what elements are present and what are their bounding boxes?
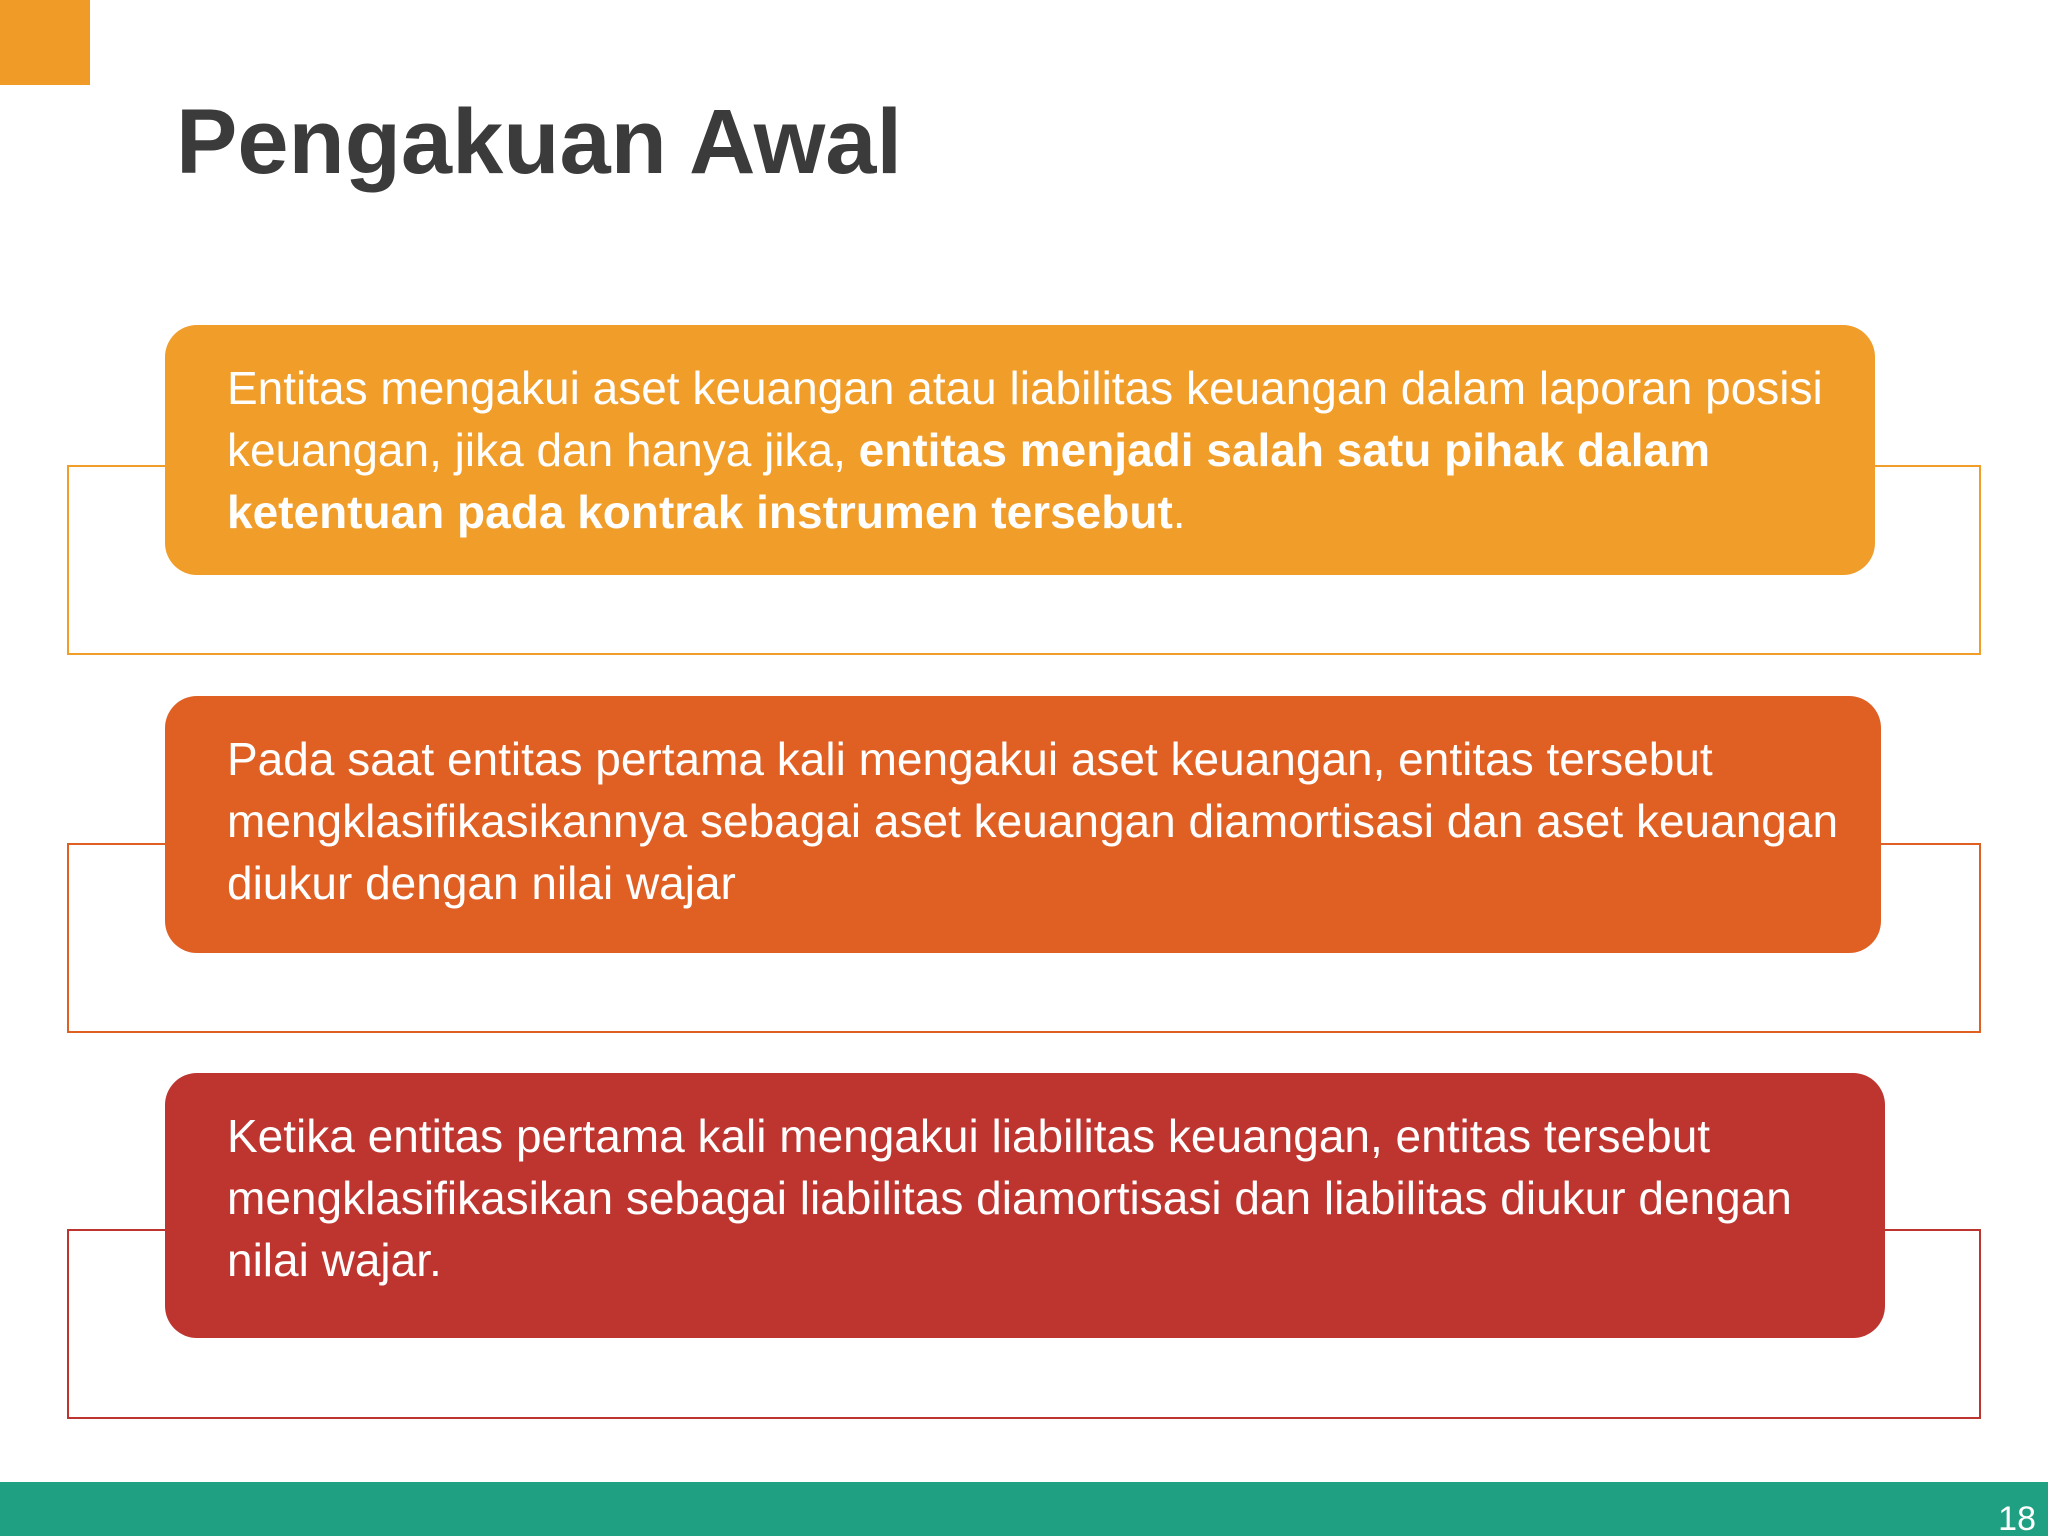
card-financial-asset-classification <box>165 696 1881 953</box>
card-1-text-plain: Entitas mengakui aset keuangan atau liabilitas keuangan dalam laporan posisi keuangan, jika dan hanya jika, <box>227 362 1823 476</box>
slide-title: Pengakuan Awal <box>176 91 903 193</box>
card-2-text: Pada saat entitas pertama kali mengakui aset keuangan, entitas tersebut mengklasifikasikannya sebagai aset keuangan diamortisasi dan aset keuangan diukur dengan nilai wajar <box>227 733 1839 909</box>
card-initial-recognition <box>165 325 1875 575</box>
card-1-text-end: . <box>1172 486 1186 538</box>
card-3-text: Ketika entitas pertama kali mengakui liabilitas keuangan, entitas tersebut mengklasifikasikan sebagai liabilitas diamortisasi dan liabilitas diukur dengan nilai wajar. <box>227 1110 1792 1286</box>
card-1-text-bold: entitas menjadi salah satu pihak dalam ketentuan pada kontrak instrumen tersebut <box>227 424 1710 538</box>
card-financial-liability-classification <box>165 1073 1885 1338</box>
footer-bar <box>0 1482 2048 1536</box>
card-1-text <box>227 357 1835 543</box>
page-number: 18 <box>1998 1500 2036 1538</box>
corner-accent-block <box>0 0 90 85</box>
